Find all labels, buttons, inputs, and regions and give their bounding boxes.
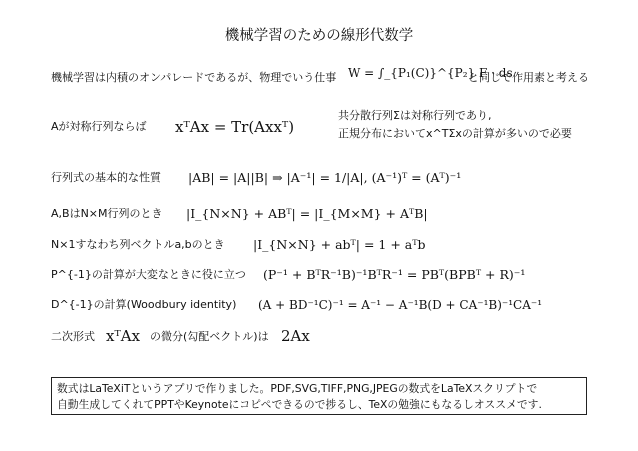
quadratic-label: 二次形式: [51, 330, 95, 343]
footer-note-box: [51, 377, 587, 415]
gradient-formula: 2Ax: [281, 327, 310, 345]
footer-line-2: 自動生成してくれてPPTやKeynoteにコピペできるので捗るし、TeXの勉強にもなるしオススメです.: [57, 398, 542, 411]
intro-suffix: と同じで作用素と考える: [468, 71, 589, 84]
covariance-note-line1: 共分散行列Σは対称行列であり,: [338, 109, 492, 122]
intro-text: 機械学習は内積のオンパレードであるが、物理でいう仕事: [51, 71, 337, 84]
page-title: 機械学習のための線形代数学: [224, 28, 414, 44]
pinv-label: P^{-1}の計算が大変なときに役に立つ: [51, 268, 246, 281]
determinant-formula: |AB| = |A||B| ⇒ |A⁻¹| = 1/|A|, (A⁻¹)ᵀ = (Aᵀ)⁻¹: [188, 170, 462, 185]
nxm-label: A,BはN×M行列のとき: [51, 207, 163, 220]
woodbury-label: D^{-1}の計算(Woodbury identity): [51, 298, 237, 311]
quadratic-form-formula: xᵀAx: [106, 327, 141, 345]
pinv-formula: (P⁻¹ + BᵀR⁻¹B)⁻¹BᵀR⁻¹ = PBᵀ(BPBᵀ + R)⁻¹: [263, 267, 526, 282]
determinant-label: 行列式の基本的な性質: [51, 171, 161, 184]
nx1-determinant-formula: |I_{N×N} + abᵀ| = 1 + aᵀb: [253, 237, 426, 252]
covariance-note-line2: 正規分布においてx^TΣxの計算が多いので必要: [338, 127, 572, 140]
work-integral-formula: W = ∫_{P₁(C)}^{P₂} F · ds: [348, 66, 513, 80]
nxm-determinant-formula: |I_{N×N} + ABᵀ| = |I_{M×M} + AᵀB|: [186, 206, 428, 221]
quadratic-middle-text: の微分(勾配ベクトル)は: [150, 330, 269, 343]
trace-formula: xᵀAx = Tr(Axxᵀ): [175, 118, 295, 136]
symmetric-label: Aが対称行列ならば: [51, 120, 147, 133]
footer-line-1: 数式はLaTeXiTというアプリで作りました。PDF,SVG,TIFF,PNG,JPEGの数式をLaTeXスクリプトで: [57, 382, 538, 395]
nx1-label: N×1すなわち列ベクトルa,bのとき: [51, 238, 225, 251]
woodbury-formula: (A + BD⁻¹C)⁻¹ = A⁻¹ − A⁻¹B(D + CA⁻¹B)⁻¹CA⁻¹: [258, 298, 543, 312]
